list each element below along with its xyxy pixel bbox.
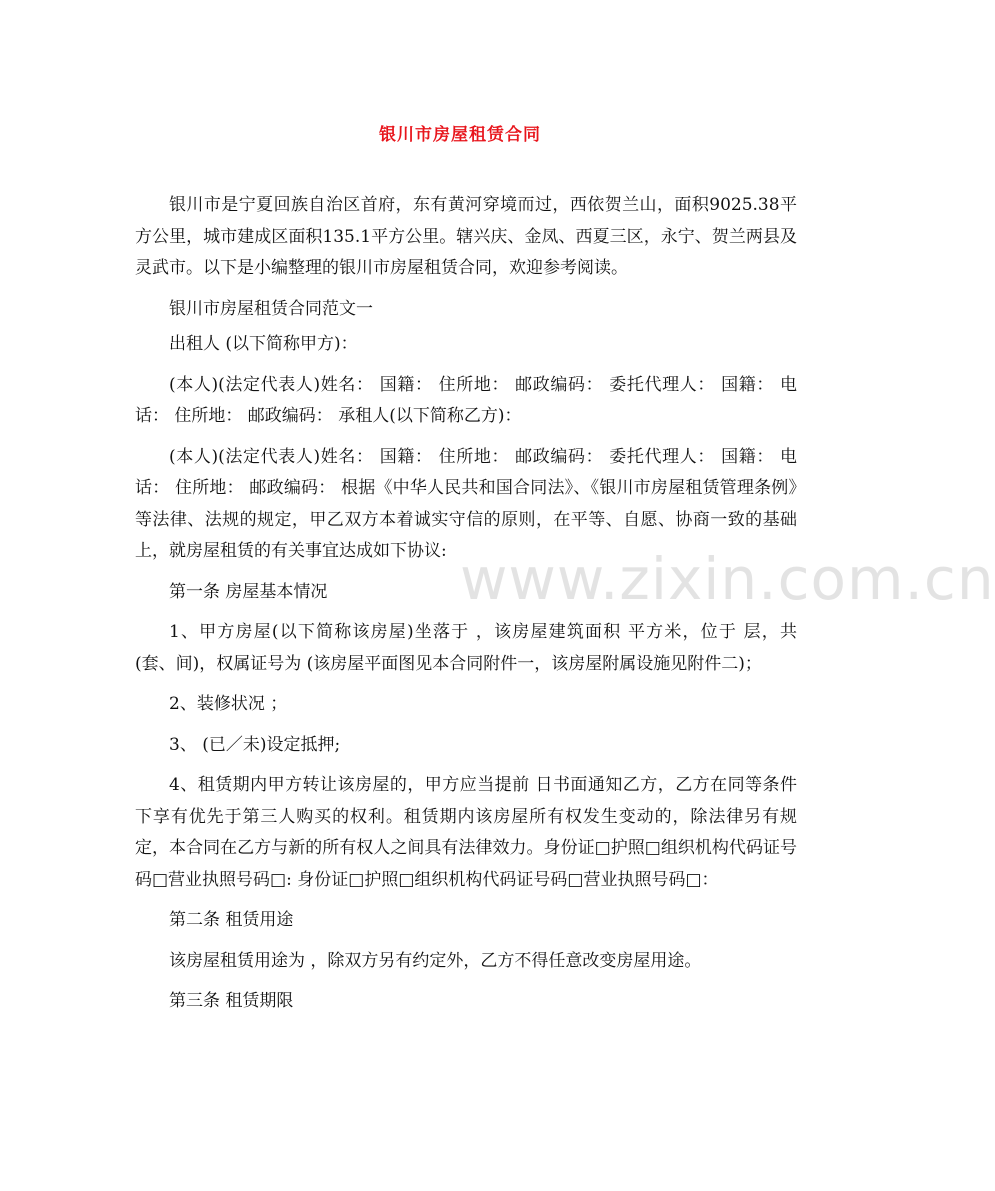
article-one-clause-4: 4、租赁期内甲方转让该房屋的，甲方应当提前 日书面通知乙方，乙方在同等条件下享有优先于第三人购买的权利。租赁期内该房屋所有权发生变动的，除法律另有规定，本合同在乙方与新的所有权人之间具有法律效力。身份证□护照□组织机构代码证号码□营业执照号码□: 身份证□护照□组织机构代码证号码□营业执照号码□： [135,775,797,890]
intro-paragraph: 银川市是宁夏回族自治区首府，东有黄河穿境而过，西依贺兰山，面积9025.38平方公里，城市建成区面积135.1平方公里。辖兴庆、金凤、西夏三区，永宁、贺兰两县及灵武市。以下是小编整理的银川市房屋租赁合同，欢迎参考阅读。 [135,195,797,278]
watermark: www.zixin.com.cn [460,545,995,613]
lessor-details: (本人)(法定代表人)姓名： 国籍： 住所地： 邮政编码： 委托代理人： 国籍： 电话： 住所地： 邮政编码： 承租人(以下简称乙方)： [135,374,797,426]
article-one-clause-1: 1、甲方房屋(以下简称该房屋)坐落于 ，该房屋建筑面积 平方米，位于 层，共 (套、间)，权属证号为 (该房屋平面图见本合同附件一，该房屋附属设施见附件二)； [135,622,797,674]
article-one-clause-2: 2、装修状况 ； [169,694,288,714]
lessor-label: 出租人 (以下简称甲方)： [169,334,358,354]
lessee-details: (本人)(法定代表人)姓名： 国籍： 住所地： 邮政编码： 委托代理人： 国籍： 电话： 住所地： 邮政编码： 根据《中华人民共和国合同法》、《银川市房屋租赁管理条例》等法律、法规的规定，甲乙双方本着诚实守信的原则，在平等、自愿、协商一致的基础上，就房屋租赁的有关事宜达成如下协议: [135,446,797,561]
article-two-text: 该房屋租赁用途为 ，除双方另有约定外，乙方不得任意改变房屋用途。 [169,950,702,971]
document-body [135,190,797,1027]
article-one-heading: 第一条 房屋基本情况 [169,581,328,602]
article-one-clause-3: 3、 (已／未)设定抵押; [169,734,341,755]
document-title: 银川市房屋租赁合同 [379,125,541,145]
article-two-heading: 第二条 租赁用途 [169,910,294,930]
article-three-heading: 第三条 租赁期限 [169,991,294,1011]
section-heading-sample-one: 银川市房屋租赁合同范文一 [169,298,373,319]
